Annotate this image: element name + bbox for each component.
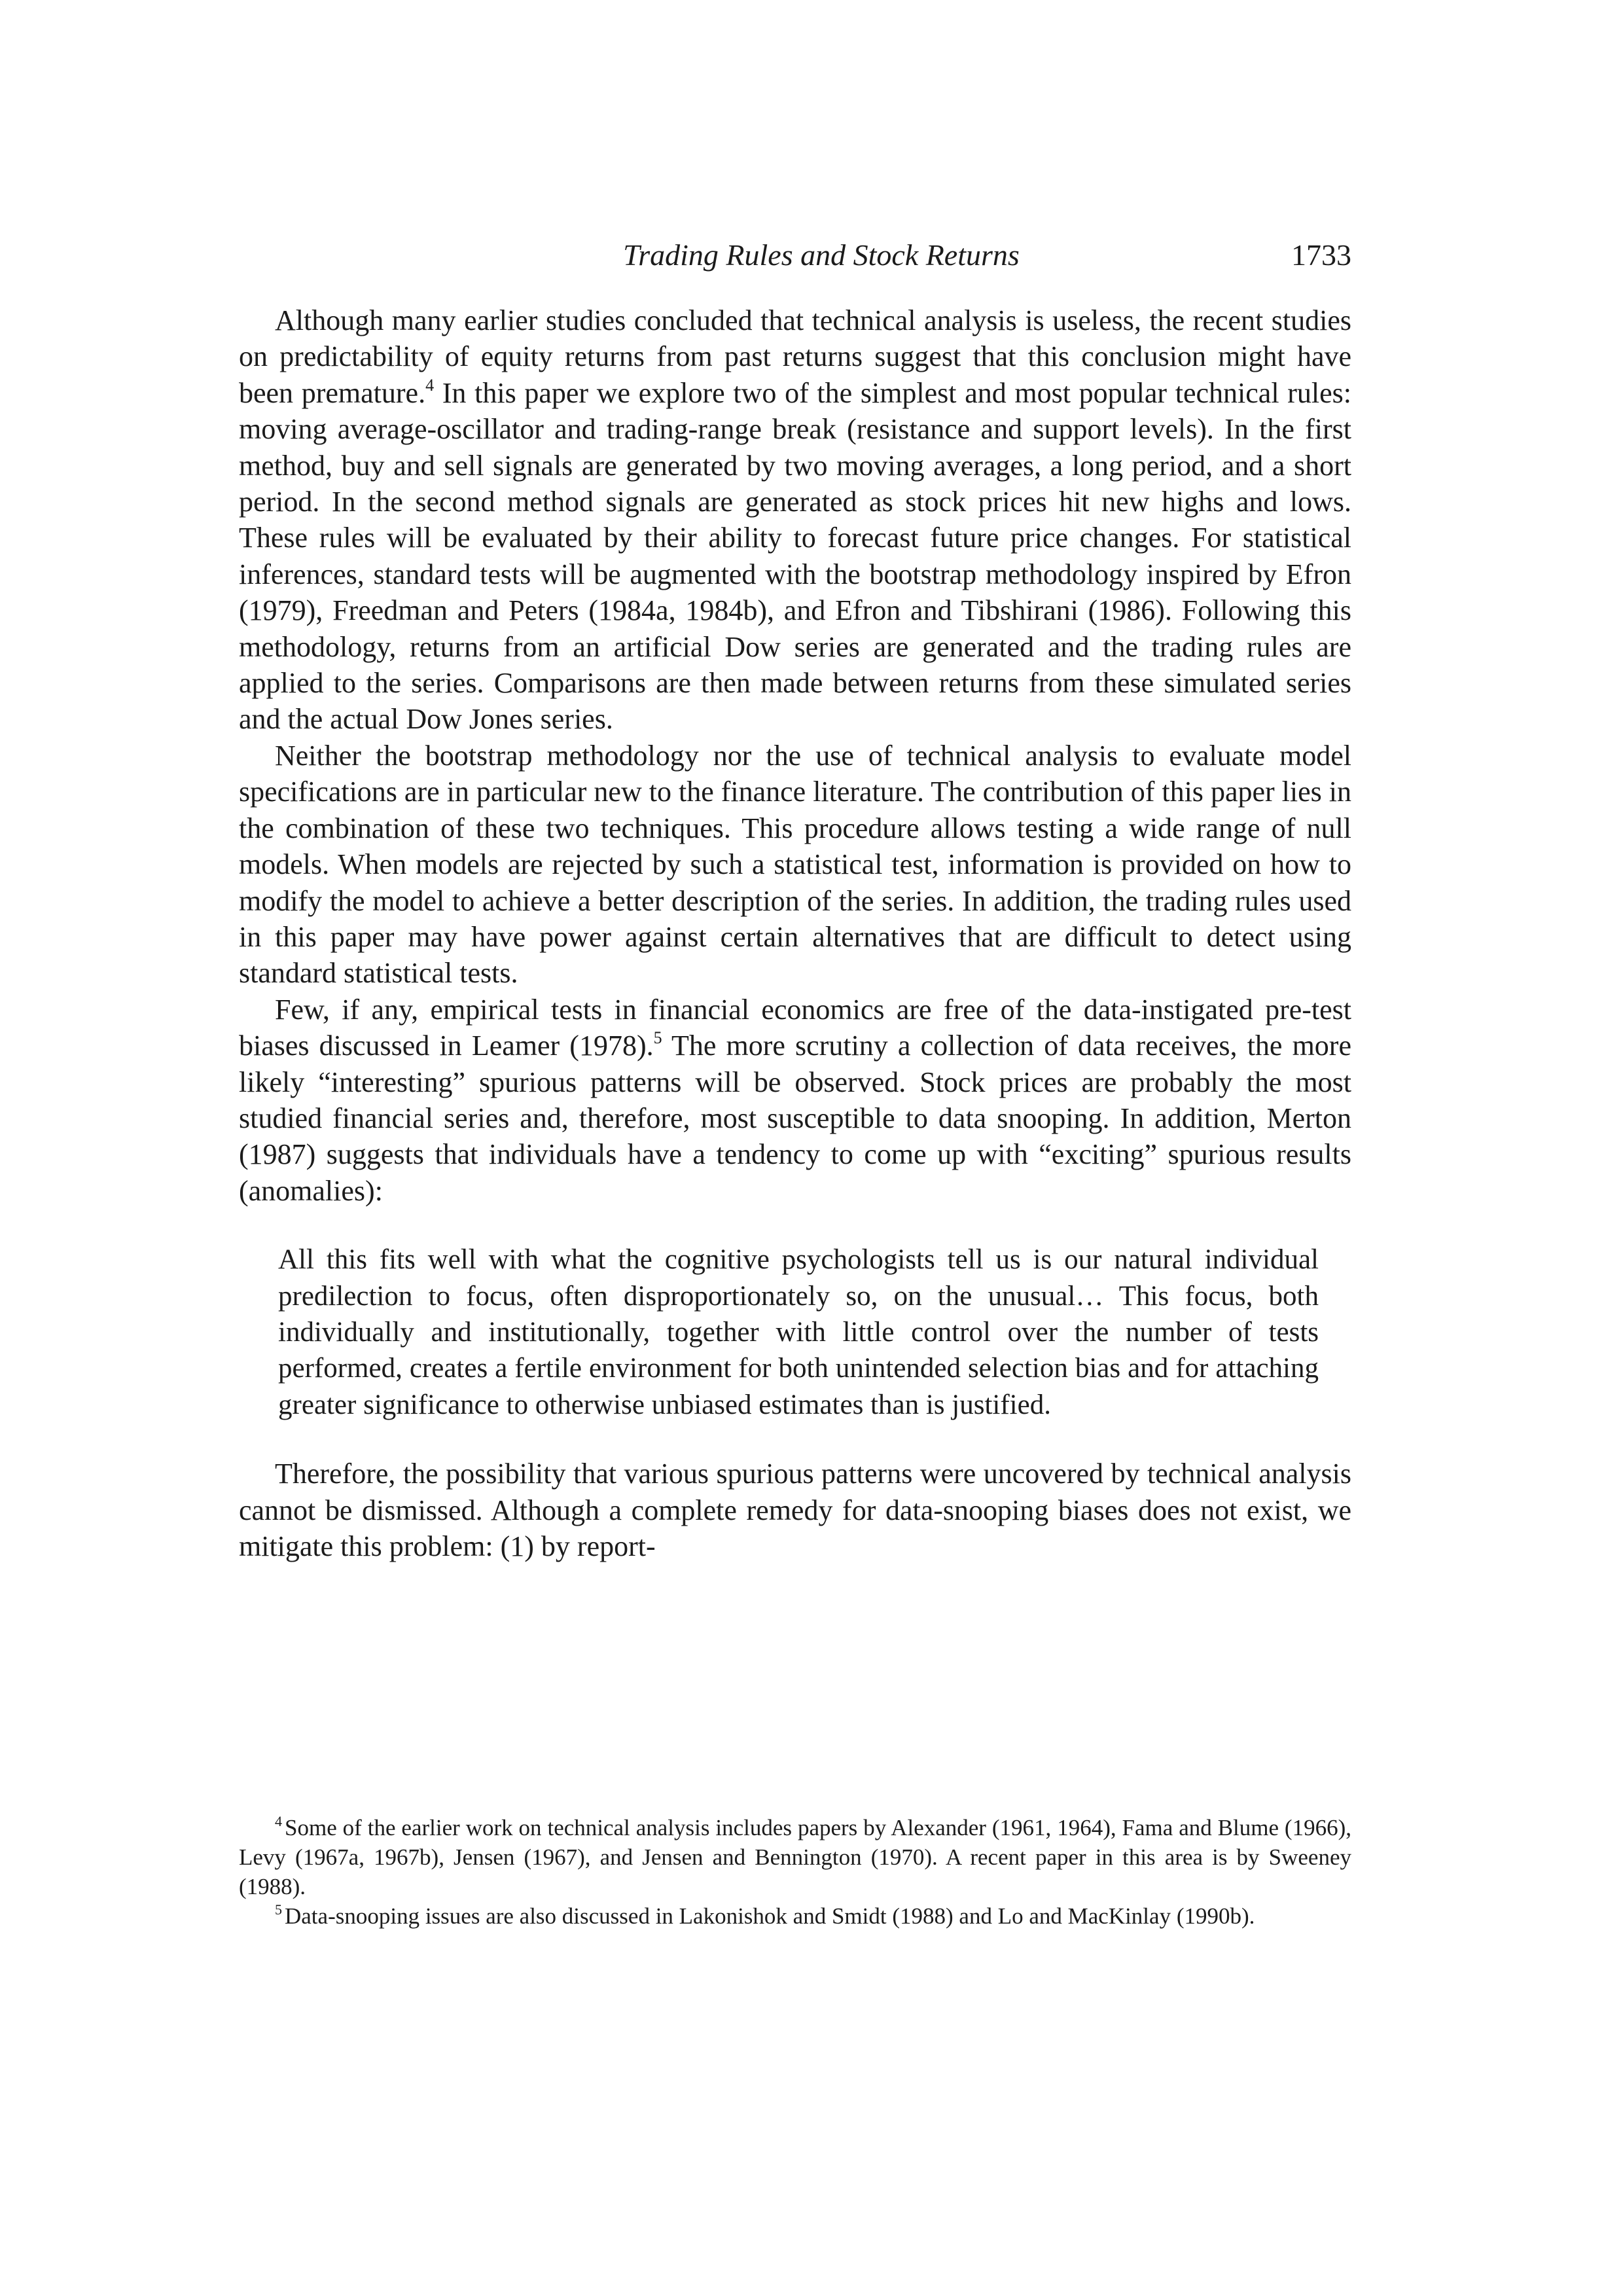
paragraph-1 xyxy=(239,302,1351,738)
footnote-4 xyxy=(239,1813,1351,1901)
footnote-5-number: 5 xyxy=(275,1901,282,1918)
block-quote: All this fits well with what the cognitive psychologists tell us is our natural individual predilection to focus, often disproportionately so, on the unusual… This focus, both individually and institutionally, together with little control over the number of tests performed, creates a fertile environment for both unintended selection bias and for attaching greater significance to otherwise unbiased estimates than is justified. xyxy=(278,1244,1319,1420)
body-text xyxy=(239,302,1351,1564)
paragraph-1-text-b: In this paper we explore two of the simplest and most popular technical rules: moving average-oscillator and trading-range break (resistance and support levels). In the first method, buy and sell signals are generated by two moving averages, a long period, and a short period. In the second method signals are generated as stock prices hit new highs and lows. These rules will be evaluated by their ability to forecast future price changes. For statistical inferences, standard tests will be augmented with the bootstrap methodology inspired by Efron (1979), Freedman and Peters (1984a, 1984b), and Efron and Tibshirani (1986). Following this methodology, returns from an artificial Dow series are generated and the trading rules are applied to the series. Comparisons are then made between returns from these simulated series and the actual Dow Jones series. xyxy=(239,376,1351,736)
footnote-5 xyxy=(239,1901,1351,1931)
paragraph-4: Therefore, the possibility that various spurious patterns were uncovered by technical analysis cannot be dismissed. Although a complete remedy for data-snooping biases does not exist, we mitigate this problem: (1) by report- xyxy=(239,1458,1351,1562)
page-number: 1733 xyxy=(1291,238,1351,272)
paragraph-3-text-b: The more scrutiny a collection of data receives, the more likely “interesting” spurious patterns will be observed. Stock prices are probably the most studied financial series and, therefore, most susceptible to data snooping. In addition, Merton (1987) suggests that individuals have a tendency to come up with “exciting” spurious results (anomalies): xyxy=(239,1030,1351,1207)
footnote-5-text: Data-snooping issues are also discussed in Lakonishok and Smidt (1988) and Lo and MacKinlay (1990b). xyxy=(285,1903,1255,1929)
paragraph-3 xyxy=(239,992,1351,1209)
paragraph-3-text-a: Few, if any, empirical tests in financial economics are free of the data-instigated pre-test biases discussed in Leamer (1978). xyxy=(239,993,1351,1062)
paragraph-2: Neither the bootstrap methodology nor the use of technical analysis to evaluate model specifications are in particular new to the finance literature. The contribution of this paper lies in the combination of these two techniques. This procedure allows testing a wide range of null models. When models are rejected by such a statistical test, information is provided on how to modify the model to achieve a better description of the series. In addition, the trading rules used in this paper may have power against certain alternatives that are difficult to detect using standard statistical tests. xyxy=(239,739,1351,990)
footnote-4-number: 4 xyxy=(275,1813,282,1829)
footnotes xyxy=(239,1813,1351,1931)
footnote-ref-5: 5 xyxy=(653,1028,662,1048)
running-head xyxy=(239,232,1351,278)
footnote-4-text: Some of the earlier work on technical analysis includes papers by Alexander (1961, 1964), Fama and Blume (1966), Levy (1967a, 1967b), Jensen (1967), and Jensen and Bennington (1970). A recent paper in this area is by Sweeney (1988). xyxy=(239,1815,1351,1899)
running-title: Trading Rules and Stock Returns xyxy=(623,238,1020,272)
paragraph-1-text-a: Although many earlier studies concluded that technical analysis is useless, the recent studies on predictability of equity returns from past returns suggest that this conclusion might have been premature. xyxy=(239,304,1351,409)
footnote-ref-4: 4 xyxy=(425,375,435,395)
